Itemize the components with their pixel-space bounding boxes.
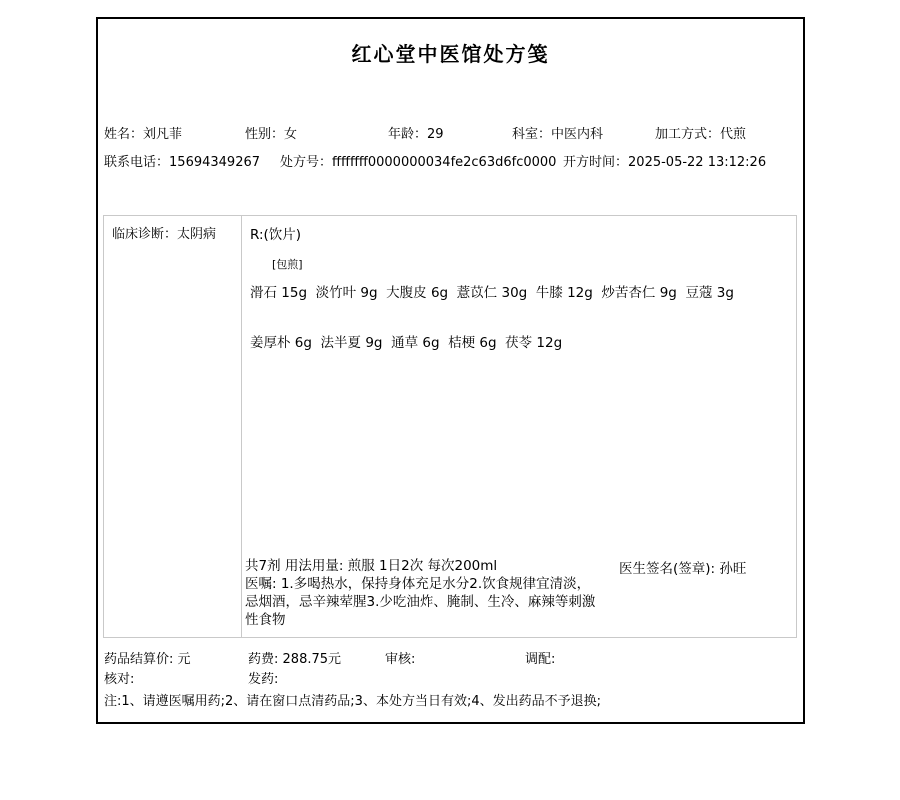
dispense-label: 发药 :	[248, 672, 278, 687]
diagnosis-label: 临床诊断 ：	[112, 227, 177, 242]
patient-info-row-1	[98, 123, 803, 141]
settlement-row-2	[98, 668, 803, 686]
doctor-signature-label: 医生签名(签章) :	[619, 561, 719, 577]
medical-advice	[245, 575, 599, 629]
herb-line-2: 姜厚朴 6g 法半夏 9g 通草 6g 桔梗 6g 茯苓 12g	[250, 335, 563, 351]
dispense-field	[248, 668, 278, 687]
processing-method-field	[655, 123, 746, 142]
footnote: 注:1、请遵医嘱用药;2、请在窗口点清药品;3、本处方当日有效;4、发出药品不予退换;	[104, 694, 601, 709]
prepare-label: 调配 :	[525, 652, 555, 667]
rx-footer	[245, 557, 790, 629]
processing-method-value: 代煎	[720, 127, 747, 142]
prescription-cell	[242, 216, 796, 637]
medical-advice-text: 1.多喝热水，保持身体充足水分2.饮食规律宜清淡，忌烟酒，忌辛辣荤腥3.少吃油炸、腌制、生冷、麻辣等刺激性食物	[245, 576, 596, 628]
usage-block	[245, 557, 599, 629]
check-field	[104, 668, 134, 687]
decoction-note: [包煎]	[272, 258, 303, 271]
settlement-price-value: 元	[177, 652, 191, 667]
processing-method-label: 加工方式 ：	[655, 127, 720, 142]
check-label: 核对 :	[104, 672, 134, 687]
patient-age-value: 29	[427, 127, 444, 142]
review-label: 审核 :	[385, 652, 415, 667]
patient-gender-label: 性别 ：	[245, 127, 284, 142]
patient-name-field	[104, 123, 182, 142]
doctor-signature-value: 孙旺	[719, 561, 747, 577]
phone-label: 联系电话 ：	[104, 155, 169, 170]
rx-time-label: 开方时间 ：	[563, 155, 628, 170]
medicine-fee-value: 288.75元	[282, 652, 342, 667]
patient-age-field	[388, 123, 444, 142]
herb-line-1: 滑石 15g 淡竹叶 9g 大腹皮 6g 薏苡仁 30g 牛膝 12g 炒苦杏仁 9g 豆蔻 3g	[250, 285, 734, 301]
patient-info-row-2	[98, 151, 803, 169]
settlement-row-1	[98, 648, 803, 666]
rx-number-value: ffffffff0000000034fe2c63d6fc0000	[332, 155, 557, 170]
phone-value: 15694349267	[169, 155, 261, 170]
rx-header: R:(饮片)	[250, 227, 302, 243]
medicine-fee-field	[248, 648, 341, 667]
rx-number-field	[280, 151, 556, 170]
phone-field	[104, 151, 260, 170]
settlement-price-field	[104, 648, 191, 667]
diagnosis-cell	[104, 216, 242, 637]
medical-advice-label: 医嘱 :	[245, 576, 281, 592]
patient-age-label: 年龄 ：	[388, 127, 427, 142]
usage-line: 共7剂 用法用量: 煎服 1日2次 每次200ml	[245, 558, 498, 574]
rx-number-label: 处方号 ：	[280, 155, 332, 170]
patient-gender-field	[245, 123, 297, 142]
prepare-field	[525, 648, 555, 667]
doctor-signature-field	[619, 557, 746, 577]
patient-name-label: 姓名 ：	[104, 127, 143, 142]
rx-time-field	[563, 151, 766, 170]
medicine-fee-label: 药费 :	[248, 652, 283, 667]
patient-name-value: 刘凡菲	[143, 127, 183, 142]
department-label: 科室 ：	[512, 127, 551, 142]
review-field	[385, 648, 415, 667]
prescription-table	[103, 215, 797, 638]
department-value: 中医内科	[551, 127, 604, 142]
rx-time-value: 2025-05-22 13:12:26	[628, 155, 767, 170]
patient-gender-value: 女	[284, 127, 298, 142]
settlement-price-label: 药品结算价 :	[104, 652, 178, 667]
page-title: 红心堂中医馆处方笺	[351, 42, 550, 66]
department-field	[512, 123, 603, 142]
diagnosis-value: 太阴病	[177, 227, 217, 242]
prescription-sheet	[96, 17, 805, 724]
